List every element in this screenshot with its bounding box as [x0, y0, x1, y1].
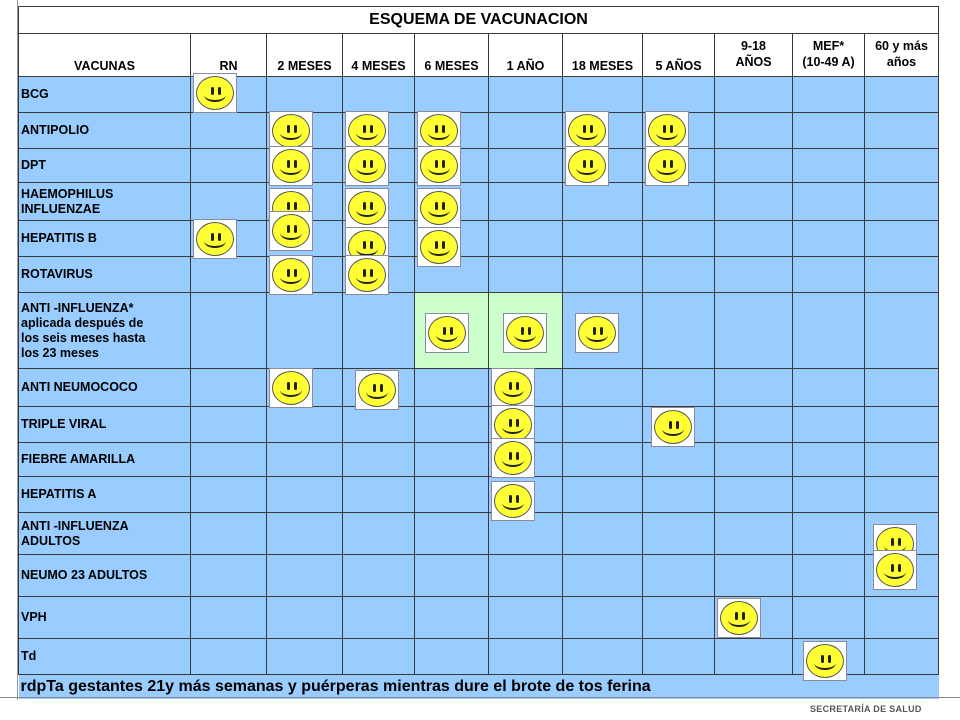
- schedule-cell: [343, 113, 415, 149]
- vaccine-name: Td: [19, 639, 191, 675]
- schedule-cell: [489, 443, 563, 477]
- schedule-cell: [643, 257, 715, 293]
- schedule-cell: [489, 639, 563, 675]
- schedule-cell: [563, 113, 643, 149]
- vaccine-name: BCG: [19, 77, 191, 113]
- smiley-face-icon: [269, 211, 313, 251]
- schedule-cell: [267, 513, 343, 555]
- mouth-curve: [366, 385, 388, 399]
- schedule-cell: [715, 77, 793, 113]
- face-circle: [648, 114, 686, 148]
- schedule-cell: [415, 555, 489, 597]
- vaccine-name: ANTIPOLIO: [19, 113, 191, 149]
- schedule-cell: [415, 477, 489, 513]
- vaccine-name: ROTAVIRUS: [19, 257, 191, 293]
- schedule-cell: [191, 293, 267, 369]
- face-circle: [196, 76, 234, 110]
- vaccine-name: ANTI NEUMOCOCO: [19, 369, 191, 407]
- schedule-cell: [793, 149, 865, 183]
- schedule-cell: [563, 597, 643, 639]
- vaccine-name: DPT: [19, 149, 191, 183]
- table-row: [19, 113, 939, 149]
- smiley-face-icon: [425, 313, 469, 353]
- face-circle: [348, 114, 386, 148]
- schedule-cell: [343, 513, 415, 555]
- schedule-cell: [267, 113, 343, 149]
- schedule-cell: [489, 221, 563, 257]
- schedule-cell: [489, 293, 563, 369]
- mouth-curve: [656, 126, 678, 140]
- mouth-curve: [428, 242, 450, 256]
- smiley-face-icon: [355, 370, 399, 410]
- smiley-face-icon: [645, 111, 689, 151]
- schedule-cell: [643, 183, 715, 221]
- mouth-curve: [884, 565, 906, 579]
- face-circle: [272, 149, 310, 183]
- schedule-cell: [715, 369, 793, 407]
- schedule-cell: [715, 639, 793, 675]
- schedule-cell: [191, 77, 267, 113]
- schedule-cell: [489, 149, 563, 183]
- mouth-curve: [204, 88, 226, 102]
- schedule-cell: [191, 477, 267, 513]
- face-circle: [348, 258, 386, 292]
- schedule-cell: [643, 407, 715, 443]
- schedule-cell: [191, 407, 267, 443]
- schedule-cell: [415, 77, 489, 113]
- face-circle: [568, 149, 606, 183]
- schedule-cell: [343, 597, 415, 639]
- table-row: [19, 443, 939, 477]
- schedule-cell: [715, 221, 793, 257]
- schedule-cell: [267, 221, 343, 257]
- schedule-cell: [415, 369, 489, 407]
- face-circle: [648, 149, 686, 183]
- table-row: [19, 183, 939, 221]
- schedule-cell: [415, 113, 489, 149]
- schedule-cell: [415, 221, 489, 257]
- schedule-cell: [793, 257, 865, 293]
- schedule-cell: [415, 443, 489, 477]
- mouth-curve: [586, 328, 608, 342]
- smiley-face-icon: [491, 438, 535, 478]
- schedule-cell: [865, 369, 939, 407]
- mouth-curve: [356, 270, 378, 284]
- footer-note: rdpTa gestantes 21y más semanas y puérperas mientras dure el brote de tos ferina: [19, 675, 939, 700]
- table-row: [19, 477, 939, 513]
- smiley-face-icon: [651, 407, 695, 447]
- schedule-cell: [343, 221, 415, 257]
- table-row: [19, 149, 939, 183]
- vaccine-name: ANTI -INFLUENZA ADULTOS: [19, 513, 191, 555]
- column-header-60-y-más-años: 60 y más años: [865, 34, 939, 77]
- schedule-cell: [267, 293, 343, 369]
- schedule-cell: [489, 597, 563, 639]
- schedule-cell: [793, 477, 865, 513]
- smiley-face-icon: [565, 111, 609, 151]
- schedule-cell: [865, 293, 939, 369]
- mouth-curve: [814, 656, 836, 670]
- smiley-face-icon: [417, 111, 461, 151]
- schedule-cell: [343, 77, 415, 113]
- schedule-cell: [563, 443, 643, 477]
- schedule-cell: [793, 639, 865, 675]
- schedule-cell: [267, 639, 343, 675]
- mouth-curve: [280, 126, 302, 140]
- smiley-face-icon: [491, 481, 535, 521]
- mouth-curve: [436, 328, 458, 342]
- schedule-cell: [865, 113, 939, 149]
- schedule-cell: [343, 443, 415, 477]
- schedule-cell: [643, 369, 715, 407]
- schedule-cell: [191, 513, 267, 555]
- face-circle: [806, 644, 844, 678]
- mouth-curve: [502, 383, 524, 397]
- schedule-cell: [643, 477, 715, 513]
- schedule-cell: [191, 443, 267, 477]
- mouth-curve: [428, 203, 450, 217]
- face-circle: [272, 114, 310, 148]
- face-circle: [420, 149, 458, 183]
- schedule-cell: [343, 555, 415, 597]
- schedule-cell: [643, 113, 715, 149]
- schedule-cell: [563, 477, 643, 513]
- schedule-cell: [793, 597, 865, 639]
- face-circle: [506, 316, 544, 350]
- table-title: ESQUEMA DE VACUNACION: [19, 7, 939, 34]
- mouth-curve: [280, 270, 302, 284]
- smiley-face-icon: [565, 146, 609, 186]
- schedule-cell: [643, 293, 715, 369]
- mouth-curve: [576, 161, 598, 175]
- vaccine-name: ANTI -INFLUENZA* aplicada después de los seis meses hasta los 23 meses: [19, 293, 191, 369]
- mouth-curve: [280, 161, 302, 175]
- table-row: [19, 369, 939, 407]
- table-row: [19, 293, 939, 369]
- schedule-cell: [343, 183, 415, 221]
- schedule-cell: [191, 183, 267, 221]
- table-row: [19, 221, 939, 257]
- vaccination-table: [18, 6, 939, 699]
- smiley-face-icon: [417, 146, 461, 186]
- schedule-cell: [343, 257, 415, 293]
- mouth-curve: [662, 422, 684, 436]
- schedule-cell: [489, 77, 563, 113]
- mouth-curve: [356, 242, 378, 256]
- vaccine-name: HEPATITIS B: [19, 221, 191, 257]
- schedule-cell: [191, 257, 267, 293]
- table-row: [19, 513, 939, 555]
- smiley-face-icon: [575, 313, 619, 353]
- header-row: [19, 34, 939, 77]
- table-row: [19, 257, 939, 293]
- mouth-curve: [280, 226, 302, 240]
- schedule-cell: [267, 555, 343, 597]
- schedule-cell: [267, 407, 343, 443]
- schedule-cell: [643, 443, 715, 477]
- schedule-cell: [715, 443, 793, 477]
- mouth-curve: [356, 161, 378, 175]
- schedule-cell: [715, 293, 793, 369]
- schedule-cell: [865, 221, 939, 257]
- schedule-cell: [563, 369, 643, 407]
- face-circle: [348, 149, 386, 183]
- schedule-cell: [793, 369, 865, 407]
- schedule-cell: [643, 597, 715, 639]
- face-circle: [420, 191, 458, 225]
- schedule-cell: [563, 77, 643, 113]
- table-row: [19, 597, 939, 639]
- mouth-curve: [428, 161, 450, 175]
- schedule-cell: [865, 639, 939, 675]
- face-circle: [272, 214, 310, 248]
- mouth-curve: [576, 126, 598, 140]
- schedule-cell: [489, 477, 563, 513]
- schedule-cell: [489, 257, 563, 293]
- schedule-cell: [715, 555, 793, 597]
- face-circle: [568, 114, 606, 148]
- smiley-face-icon: [193, 73, 237, 113]
- schedule-cell: [489, 369, 563, 407]
- schedule-cell: [715, 183, 793, 221]
- smiley-face-icon: [345, 146, 389, 186]
- mouth-curve: [502, 453, 524, 467]
- face-circle: [420, 230, 458, 264]
- schedule-cell: [643, 149, 715, 183]
- smiley-face-icon: [269, 146, 313, 186]
- face-circle: [494, 371, 532, 405]
- schedule-cell: [343, 639, 415, 675]
- column-header-6-meses: 6 MESES: [415, 34, 489, 77]
- vaccine-name: HEPATITIS A: [19, 477, 191, 513]
- schedule-cell: [643, 221, 715, 257]
- schedule-cell: [267, 77, 343, 113]
- smiley-face-icon: [269, 255, 313, 295]
- schedule-cell: [793, 407, 865, 443]
- schedule-cell: [865, 257, 939, 293]
- schedule-cell: [715, 513, 793, 555]
- schedule-cell: [793, 513, 865, 555]
- vaccine-name: TRIPLE VIRAL: [19, 407, 191, 443]
- schedule-cell: [643, 555, 715, 597]
- schedule-cell: [563, 639, 643, 675]
- face-circle: [578, 316, 616, 350]
- footer-logo-text: SECRETARÍA DE SALUD: [810, 704, 922, 714]
- face-circle: [494, 408, 532, 442]
- schedule-cell: [343, 407, 415, 443]
- mouth-curve: [204, 234, 226, 248]
- vaccine-name: HAEMOPHILUS INFLUENZAE: [19, 183, 191, 221]
- schedule-cell: [793, 555, 865, 597]
- schedule-cell: [343, 369, 415, 407]
- schedule-cell: [793, 183, 865, 221]
- schedule-cell: [715, 477, 793, 513]
- schedule-cell: [267, 597, 343, 639]
- face-circle: [494, 441, 532, 475]
- schedule-cell: [563, 407, 643, 443]
- schedule-cell: [191, 369, 267, 407]
- schedule-cell: [267, 149, 343, 183]
- vaccine-name: FIEBRE AMARILLA: [19, 443, 191, 477]
- schedule-cell: [489, 555, 563, 597]
- bottom-divider: [0, 697, 960, 698]
- schedule-cell: [415, 597, 489, 639]
- smiley-face-icon: [803, 641, 847, 681]
- smiley-face-icon: [417, 188, 461, 228]
- schedule-cell: [415, 293, 489, 369]
- schedule-cell: [415, 407, 489, 443]
- column-header-4-meses: 4 MESES: [343, 34, 415, 77]
- schedule-cell: [415, 513, 489, 555]
- column-header-9-18-años: 9-18 AÑOS: [715, 34, 793, 77]
- schedule-cell: [793, 443, 865, 477]
- schedule-cell: [267, 369, 343, 407]
- schedule-cell: [865, 183, 939, 221]
- schedule-cell: [343, 293, 415, 369]
- schedule-cell: [563, 513, 643, 555]
- schedule-cell: [643, 639, 715, 675]
- mouth-curve: [514, 328, 536, 342]
- mouth-curve: [656, 161, 678, 175]
- schedule-cell: [715, 257, 793, 293]
- smiley-face-icon: [269, 368, 313, 408]
- face-circle: [358, 373, 396, 407]
- schedule-cell: [715, 597, 793, 639]
- schedule-cell: [489, 183, 563, 221]
- smiley-face-icon: [491, 368, 535, 408]
- face-circle: [420, 114, 458, 148]
- schedule-cell: [865, 513, 939, 555]
- face-circle: [196, 222, 234, 256]
- schedule-cell: [563, 221, 643, 257]
- schedule-cell: [191, 149, 267, 183]
- face-circle: [494, 484, 532, 518]
- schedule-cell: [415, 149, 489, 183]
- schedule-cell: [865, 555, 939, 597]
- smiley-face-icon: [417, 227, 461, 267]
- schedule-cell: [793, 221, 865, 257]
- schedule-cell: [643, 513, 715, 555]
- schedule-cell: [191, 113, 267, 149]
- vaccine-name: VPH: [19, 597, 191, 639]
- column-header-rn: RN: [191, 34, 267, 77]
- smiley-face-icon: [269, 111, 313, 151]
- schedule-cell: [191, 597, 267, 639]
- face-circle: [720, 601, 758, 635]
- schedule-cell: [267, 477, 343, 513]
- smiley-face-icon: [503, 313, 547, 353]
- vaccine-name: NEUMO 23 ADULTOS: [19, 555, 191, 597]
- smiley-face-icon: [873, 550, 917, 590]
- mouth-curve: [356, 203, 378, 217]
- table-row: [19, 639, 939, 675]
- schedule-cell: [793, 113, 865, 149]
- column-header-1-año: 1 AÑO: [489, 34, 563, 77]
- schedule-cell: [563, 149, 643, 183]
- smiley-face-icon: [345, 255, 389, 295]
- schedule-cell: [267, 257, 343, 293]
- schedule-cell: [267, 443, 343, 477]
- mouth-curve: [502, 420, 524, 434]
- smiley-face-icon: [193, 219, 237, 259]
- face-circle: [348, 191, 386, 225]
- schedule-cell: [865, 407, 939, 443]
- schedule-cell: [563, 293, 643, 369]
- schedule-cell: [793, 293, 865, 369]
- schedule-cell: [563, 555, 643, 597]
- schedule-cell: [865, 149, 939, 183]
- column-header-2-meses: 2 MESES: [267, 34, 343, 77]
- face-circle: [428, 316, 466, 350]
- column-header-18-meses: 18 MESES: [563, 34, 643, 77]
- schedule-cell: [865, 477, 939, 513]
- table-row: [19, 555, 939, 597]
- schedule-cell: [715, 149, 793, 183]
- schedule-cell: [865, 597, 939, 639]
- table-row: [19, 407, 939, 443]
- schedule-cell: [415, 639, 489, 675]
- mouth-curve: [280, 383, 302, 397]
- mouth-curve: [502, 496, 524, 510]
- schedule-cell: [343, 149, 415, 183]
- mouth-curve: [728, 613, 750, 627]
- schedule-cell: [415, 183, 489, 221]
- smiley-face-icon: [717, 598, 761, 638]
- schedule-cell: [343, 477, 415, 513]
- schedule-cell: [563, 257, 643, 293]
- smiley-face-icon: [345, 111, 389, 151]
- face-circle: [876, 553, 914, 587]
- table-body: [19, 77, 939, 675]
- mouth-curve: [356, 126, 378, 140]
- schedule-cell: [191, 639, 267, 675]
- schedule-cell: [865, 77, 939, 113]
- schedule-cell: [643, 77, 715, 113]
- schedule-cell: [865, 443, 939, 477]
- column-header-vacunas: VACUNAS: [19, 34, 191, 77]
- column-header-mef-10-49-a: MEF* (10-49 A): [793, 34, 865, 77]
- schedule-cell: [191, 555, 267, 597]
- schedule-cell: [563, 183, 643, 221]
- schedule-cell: [715, 113, 793, 149]
- column-header-5-años: 5 AÑOS: [643, 34, 715, 77]
- schedule-cell: [489, 113, 563, 149]
- schedule-cell: [715, 407, 793, 443]
- schedule-cell: [191, 221, 267, 257]
- mouth-curve: [428, 126, 450, 140]
- smiley-face-icon: [345, 188, 389, 228]
- face-circle: [654, 410, 692, 444]
- table-row: [19, 77, 939, 113]
- face-circle: [272, 258, 310, 292]
- face-circle: [272, 371, 310, 405]
- smiley-face-icon: [645, 146, 689, 186]
- schedule-cell: [793, 77, 865, 113]
